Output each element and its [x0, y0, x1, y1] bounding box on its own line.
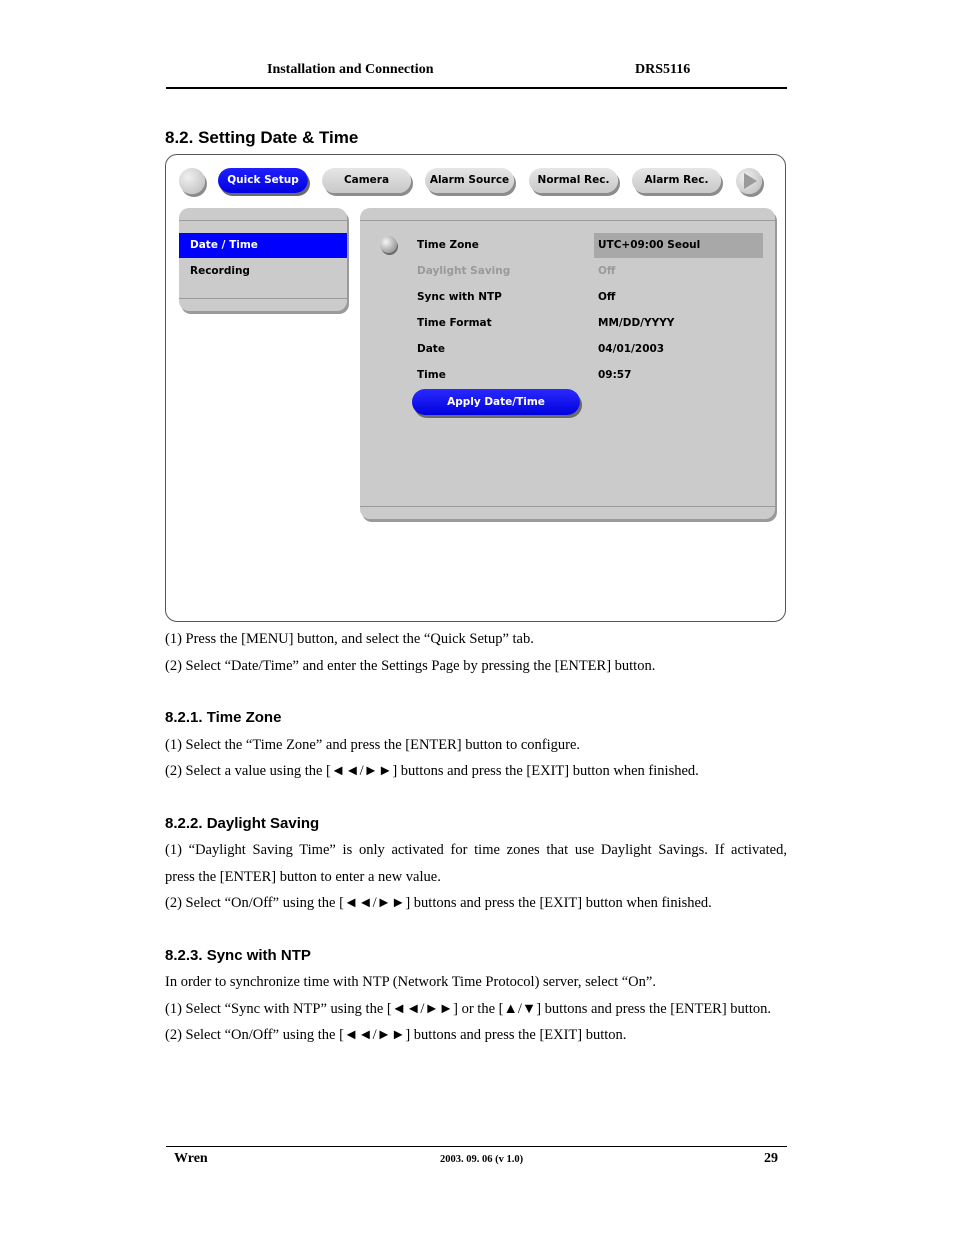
tab-quick-setup[interactable]: Quick Setup [218, 168, 308, 193]
value-daylight-saving: Off [598, 265, 616, 277]
subsection-title-time-zone: 8.2.1. Time Zone [165, 709, 282, 726]
label-date[interactable]: Date [417, 343, 445, 355]
value-time-format[interactable]: MM/DD/YYYY [598, 317, 675, 329]
sync-ntp-step-2: (2) Select “On/Off” using the [◄◄/►►] buttons and press the [EXIT] button. [165, 1027, 627, 1043]
section-title: 8.2. Setting Date & Time [165, 128, 359, 147]
menu-item-recording[interactable]: Recording [190, 265, 250, 277]
intro-step-2: (2) Select “Date/Time” and enter the Settings Page by pressing the [ENTER] button. [165, 658, 656, 674]
daylight-saving-step-1a: (1) “Daylight Saving Time” is only activated for time zones that use Daylight Savings. If activated, [165, 842, 787, 858]
time-zone-step-2: (2) Select a value using the [◄◄/►►] buttons and press the [EXIT] button when finished. [165, 763, 699, 779]
label-time-zone[interactable]: Time Zone [417, 239, 479, 251]
value-time[interactable]: 09:57 [598, 369, 632, 381]
footer-date-version: 2003. 09. 06 (v 1.0) [440, 1154, 524, 1165]
value-sync-ntp[interactable]: Off [598, 291, 616, 303]
header-rule [166, 87, 787, 89]
sync-ntp-intro: In order to synchronize time with NTP (Network Time Protocol) server, select “On”. [165, 974, 656, 990]
header-model: DRS5116 [635, 62, 691, 77]
tab-alarm-source[interactable]: Alarm Source [425, 168, 514, 193]
daylight-saving-step-1b: press the [ENTER] button to enter a new value. [165, 869, 441, 885]
prev-tab-button[interactable] [179, 168, 205, 194]
value-time-zone[interactable]: UTC+09:00 Seoul [598, 239, 701, 251]
label-time[interactable]: Time [417, 369, 446, 381]
label-sync-ntp[interactable]: Sync with NTP [417, 291, 502, 303]
sync-ntp-step-1: (1) Select “Sync with NTP” using the [◄◄/►►] or the [▲/▼] buttons and press the [ENTER] button. [165, 1001, 771, 1017]
menu-item-date-time[interactable]: Date / Time [179, 233, 347, 258]
label-daylight-saving: Daylight Saving [417, 265, 511, 277]
label-time-format[interactable]: Time Format [417, 317, 492, 329]
tab-alarm-rec[interactable]: Alarm Rec. [632, 168, 721, 193]
subsection-title-sync-ntp: 8.2.3. Sync with NTP [165, 947, 311, 964]
footer-company: Wren [174, 1151, 208, 1166]
tab-camera[interactable]: Camera [322, 168, 411, 193]
next-tab-button[interactable] [736, 168, 762, 194]
subsection-title-daylight-saving: 8.2.2. Daylight Saving [165, 815, 320, 832]
apply-date-time-button[interactable]: Apply Date/Time [412, 389, 580, 415]
page-number: 29 [764, 1151, 778, 1166]
cursor-ball-icon [380, 236, 397, 253]
play-arrow-icon [736, 168, 762, 194]
footer-rule [166, 1146, 787, 1147]
intro-step-1: (1) Press the [MENU] button, and select the “Quick Setup” tab. [165, 631, 534, 647]
value-date[interactable]: 04/01/2003 [598, 343, 665, 355]
daylight-saving-step-2: (2) Select “On/Off” using the [◄◄/►►] buttons and press the [EXIT] button when finished. [165, 895, 712, 911]
header-title: Installation and Connection [267, 62, 434, 77]
time-zone-step-1: (1) Select the “Time Zone” and press the [ENTER] button to configure. [165, 737, 581, 753]
tab-normal-rec[interactable]: Normal Rec. [529, 168, 618, 193]
